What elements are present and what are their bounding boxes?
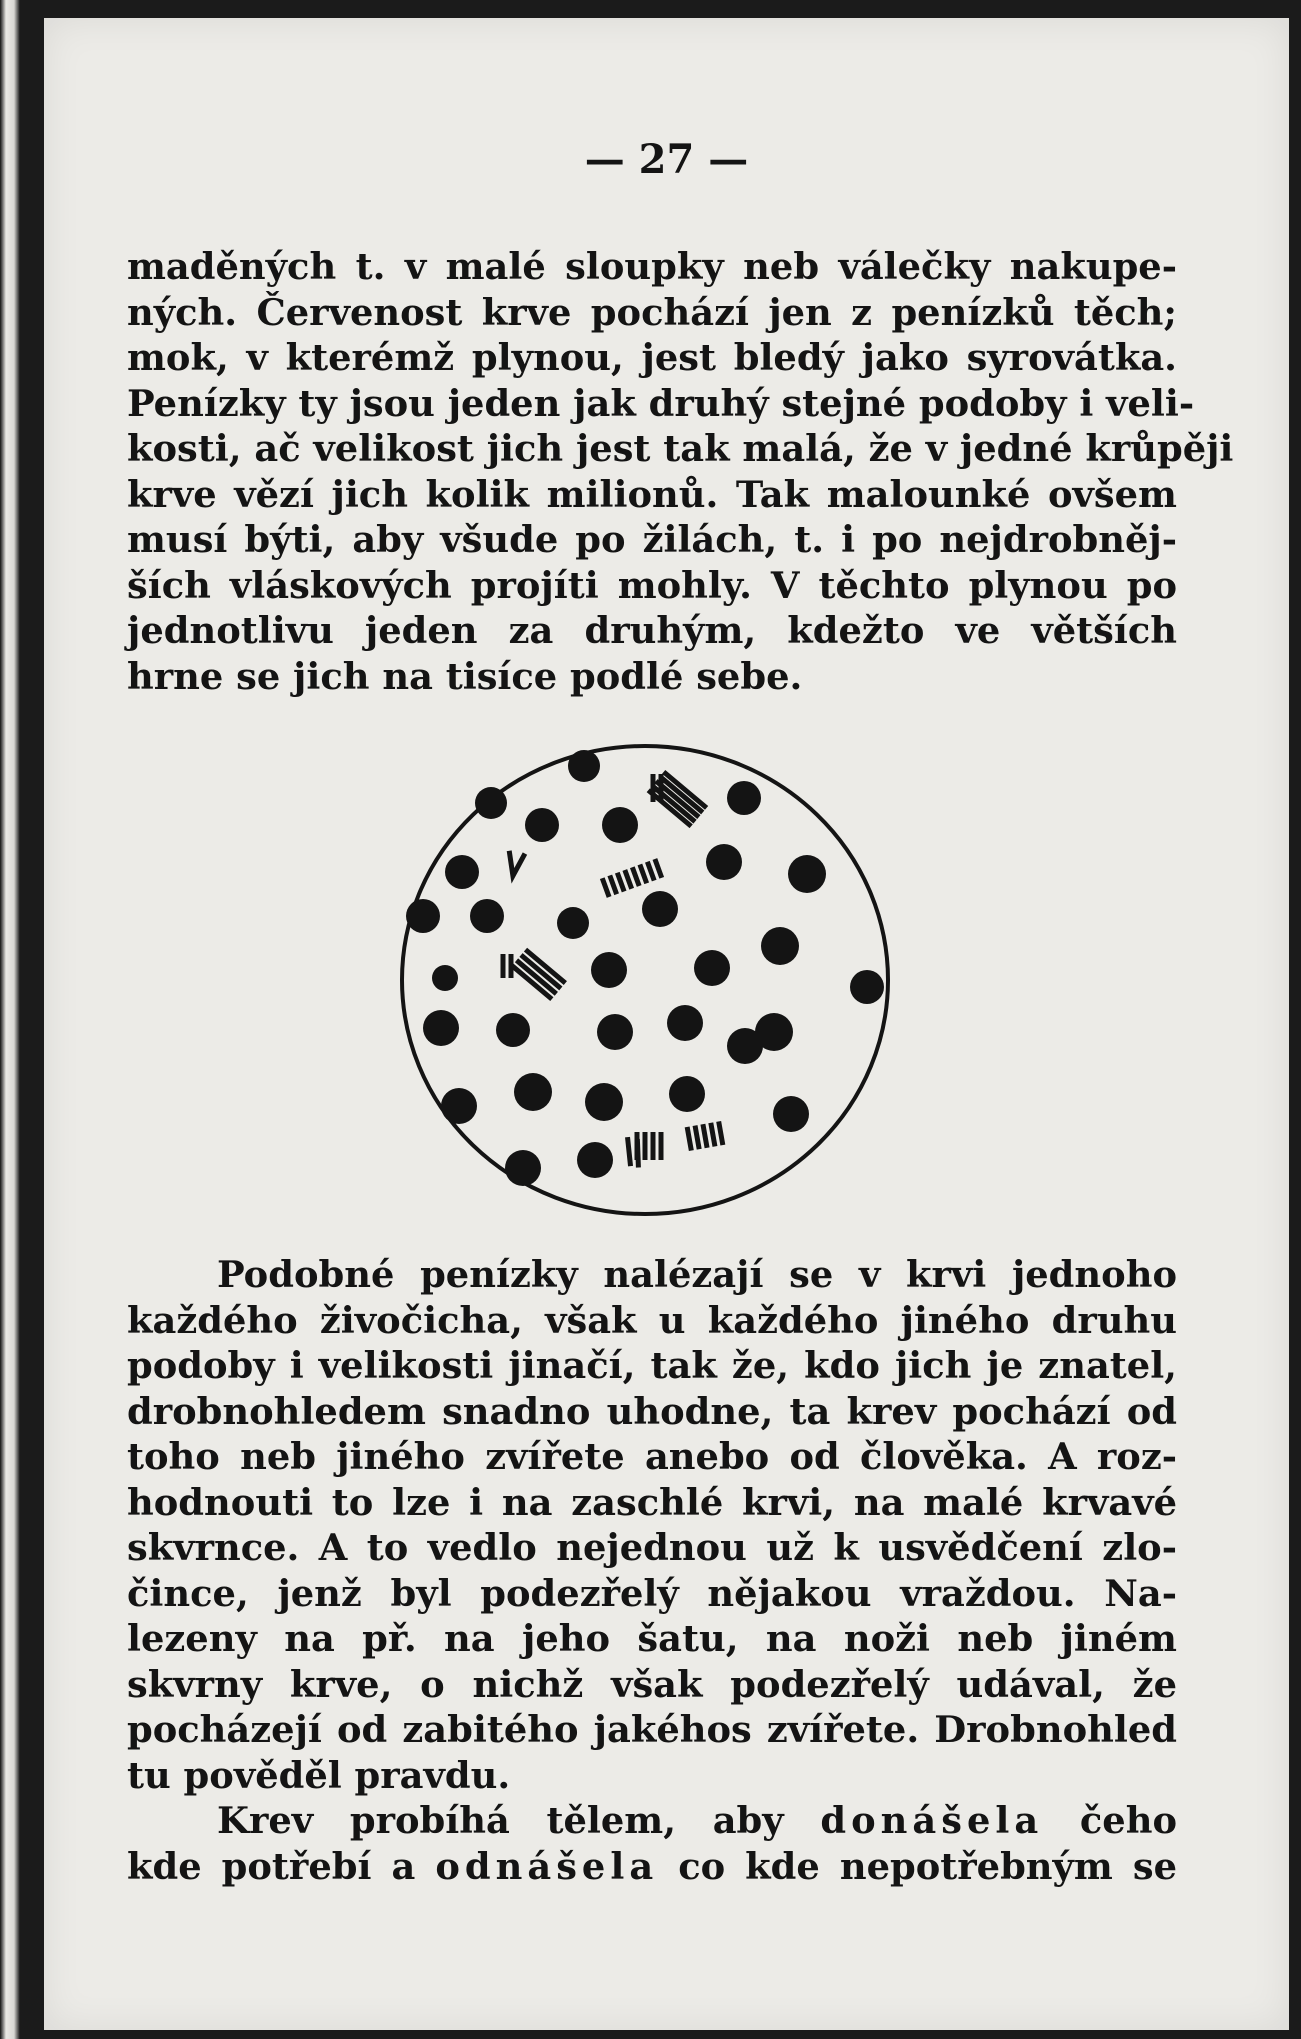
blood-cell bbox=[470, 899, 504, 933]
blood-cell bbox=[597, 1014, 633, 1050]
blood-cells-illustration bbox=[387, 736, 907, 1226]
text-segment: čeho bbox=[1079, 1798, 1177, 1842]
emphasized-word: odnášela bbox=[435, 1843, 659, 1888]
text-line: pocházejí od zabitého jakéhos zvířete. Drobnohled bbox=[127, 1707, 1177, 1751]
text-line: krve vězí jich kolik milionů. Tak malounké ovšem bbox=[127, 471, 1177, 516]
text-line: Penízky ty jsou jeden jak druhý stejné podoby i veli- bbox=[127, 380, 1195, 425]
blood-cell bbox=[667, 1005, 703, 1041]
blood-cell bbox=[525, 808, 559, 842]
blood-cell bbox=[568, 750, 600, 782]
text-line: skvrny krve, o nichž však podezřelý udával, že bbox=[127, 1661, 1177, 1706]
paragraph-2 bbox=[127, 1252, 1177, 1889]
cell-stack bbox=[637, 1132, 661, 1160]
blood-cell bbox=[706, 844, 742, 880]
blood-cell bbox=[602, 807, 638, 843]
text-line: kosti, ač velikost jich jest tak malá, že v jedné krůpěji bbox=[127, 426, 1234, 470]
blood-cell bbox=[585, 1083, 623, 1121]
text-line: skvrnce. A to vedlo nejednou už k usvědčení zlo- bbox=[127, 1525, 1177, 1569]
blood-cell bbox=[445, 855, 479, 889]
text-line: ších vláskových projíti mohly. V těchto plynou po bbox=[127, 562, 1177, 607]
text-line: hrne se jich na tisíce podlé sebe. bbox=[127, 653, 803, 698]
blood-cell bbox=[788, 855, 826, 893]
text-line: lezeny na př. na jeho šatu, na noži neb jiném bbox=[127, 1616, 1177, 1660]
blood-cell bbox=[577, 1142, 613, 1178]
book-page bbox=[44, 18, 1289, 2030]
text-line-with-spaced-words bbox=[127, 1798, 1177, 1844]
blood-cell bbox=[475, 787, 507, 819]
blood-cell bbox=[557, 907, 589, 939]
blood-cell bbox=[761, 927, 799, 965]
cell-stack bbox=[505, 851, 525, 877]
text-line: čince, jenž byl podezřelý nějakou vraždou. Na- bbox=[127, 1570, 1177, 1615]
blood-cell bbox=[514, 1073, 552, 1111]
text-line: podoby i velikosti jinačí, tak že, kdo jich je znatel, bbox=[127, 1343, 1177, 1387]
text-line: ných. Červenost krve pochází jen z penízků těch; bbox=[127, 289, 1177, 334]
blood-cell bbox=[773, 1096, 809, 1132]
text-line-with-spaced-words bbox=[127, 1844, 1177, 1890]
red-blood-cells bbox=[406, 750, 884, 1186]
text-line: musí býti, aby všude po žilách, t. i po nejdrobněj- bbox=[127, 517, 1177, 561]
text-line: tu pověděl pravdu. bbox=[127, 1752, 511, 1797]
text-line: jednotlivu jeden za druhým, kdežto ve větších bbox=[127, 608, 1177, 652]
cell-stack bbox=[602, 859, 661, 897]
blood-cell bbox=[591, 952, 627, 988]
text-segment: kde potřebí a bbox=[127, 1843, 416, 1888]
blood-cell bbox=[406, 899, 440, 933]
blood-cell bbox=[496, 1013, 530, 1047]
text-line: toho neb jiného zvířete anebo od člověka. A roz- bbox=[127, 1434, 1177, 1478]
blood-cell bbox=[694, 950, 730, 986]
text-line: maděných t. v malé sloupky neb válečky nakupe- bbox=[127, 244, 1177, 288]
cell-stack bbox=[503, 954, 511, 978]
paragraph-1 bbox=[127, 244, 1234, 699]
cell-stack bbox=[623, 1137, 644, 1167]
cell-stack bbox=[687, 1121, 723, 1150]
text-line: Podobné penízky nalézají se v krvi jednoho bbox=[217, 1252, 1177, 1296]
blood-cell bbox=[850, 970, 884, 1004]
blood-cell bbox=[423, 1010, 459, 1046]
cell-stack bbox=[648, 772, 706, 826]
emphasized-word: donášela bbox=[820, 1798, 1044, 1842]
blood-cell bbox=[669, 1076, 705, 1112]
blood-cell bbox=[727, 781, 761, 815]
blood-cell bbox=[727, 1028, 763, 1064]
text-segment: Krev probíhá tělem, aby bbox=[217, 1798, 784, 1842]
blood-cell bbox=[432, 965, 458, 991]
blood-cell bbox=[505, 1150, 541, 1186]
cell-stack bbox=[512, 950, 565, 1000]
text-segment: co kde nepotřebným se bbox=[678, 1843, 1178, 1888]
page-number: — 27 — bbox=[584, 136, 749, 183]
blood-cell bbox=[642, 891, 678, 927]
text-line: drobnohledem snadno uhodne, ta krev pochází od bbox=[127, 1388, 1177, 1433]
text-line: každého živočicha, však u každého jiného druhu bbox=[127, 1297, 1177, 1342]
text-line: hodnouti to lze i na zaschlé krvi, na malé krvavé bbox=[127, 1479, 1177, 1524]
adjacent-page-edge bbox=[0, 0, 20, 2039]
blood-cell bbox=[441, 1088, 477, 1124]
text-line: mok, v kterémž plynou, jest bledý jako syrovátka. bbox=[127, 335, 1177, 379]
